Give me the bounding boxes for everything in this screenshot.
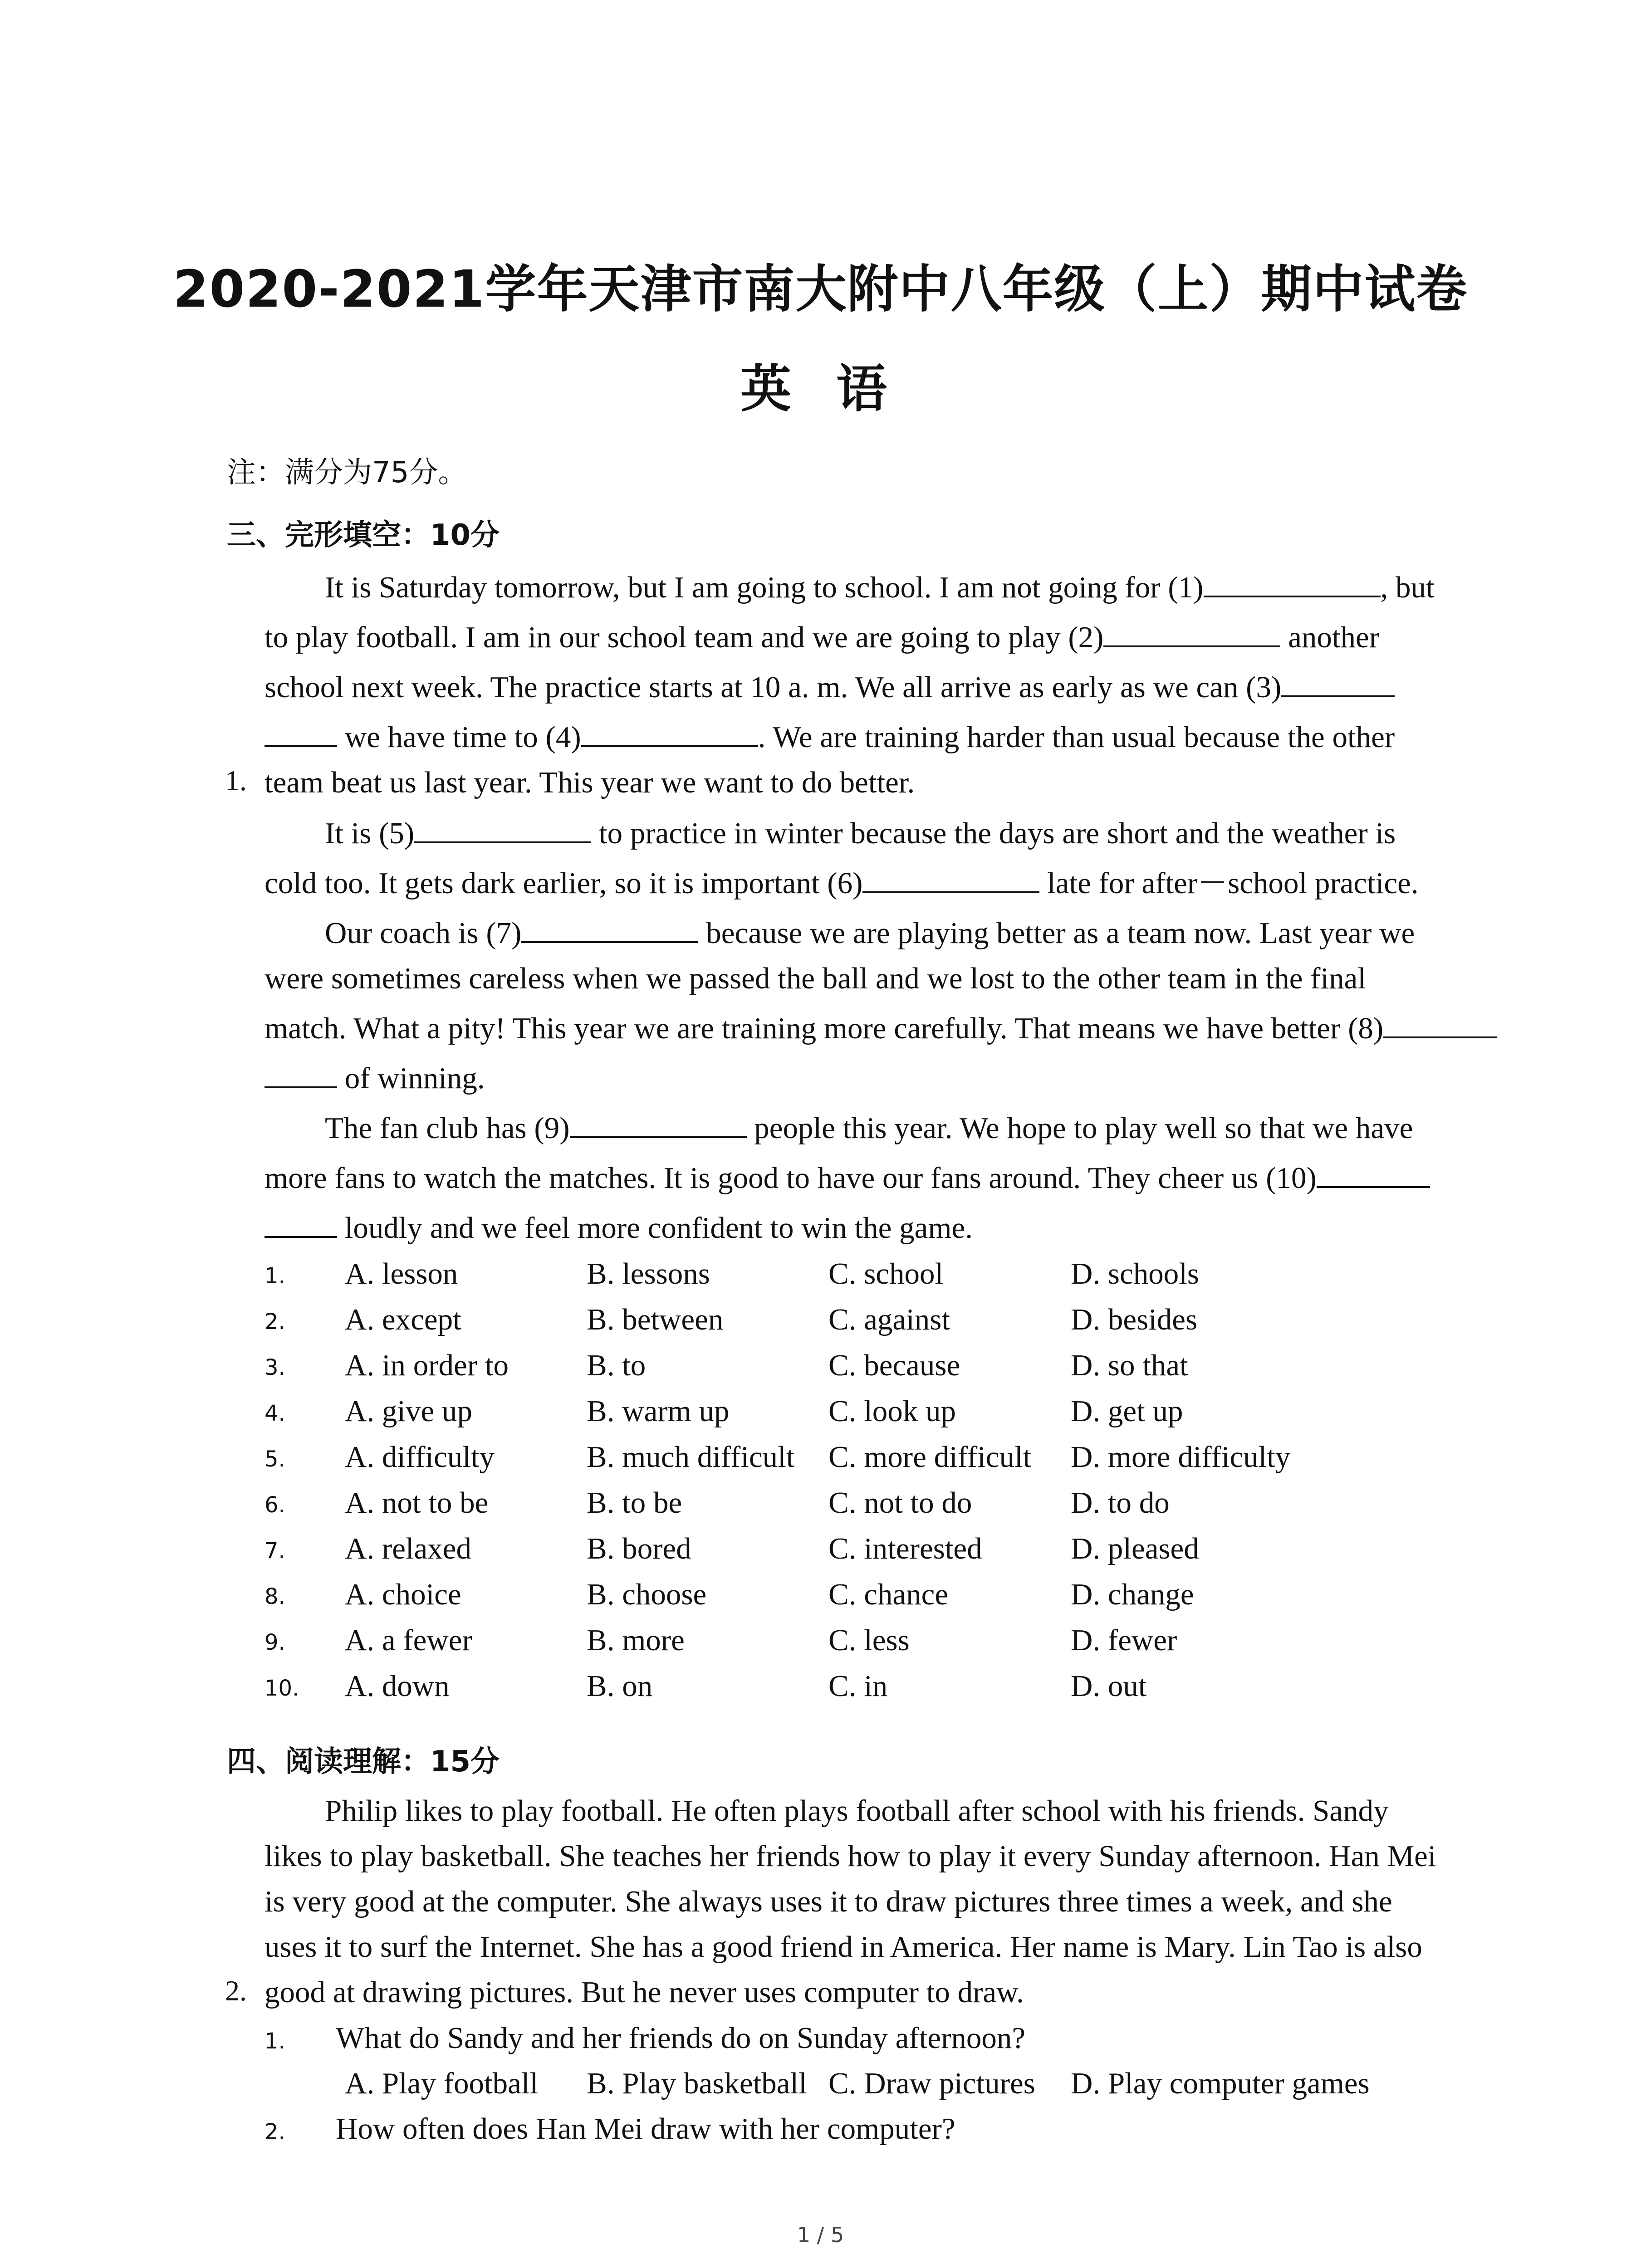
- option-b[interactable]: B. much difficult: [587, 1440, 795, 1474]
- passage-line: of winning.: [265, 1060, 485, 1096]
- passage-line: It is Saturday tomorrow, but I am going to school. I am not going for (1) , but: [325, 569, 1435, 606]
- passage-line: Our coach is (7) because we are playing better as a team now. Last year we: [325, 915, 1415, 951]
- option-c[interactable]: C. against: [828, 1303, 950, 1336]
- option-b[interactable]: B. choose: [587, 1578, 707, 1611]
- passage-line: uses it to surf the Internet. She has a good friend in America. Her name is Mary. Lin Tao is also: [265, 1930, 1422, 1964]
- answer-blank: [414, 815, 591, 843]
- answer-blank: [1383, 1010, 1497, 1038]
- option-d[interactable]: D. schools: [1071, 1257, 1199, 1290]
- option-d[interactable]: D. so that: [1071, 1349, 1188, 1382]
- option-d[interactable]: D. out: [1071, 1669, 1147, 1703]
- option-a[interactable]: A. in order to: [345, 1349, 509, 1382]
- option-a[interactable]: A. give up: [345, 1394, 472, 1428]
- question-number: 2.: [265, 1309, 285, 1334]
- option-d[interactable]: D. change: [1071, 1578, 1194, 1611]
- reading-question-number: 2.: [225, 1975, 247, 2007]
- question-number: 1.: [265, 2028, 285, 2054]
- option-c[interactable]: C. not to do: [828, 1486, 972, 1520]
- option-c[interactable]: C. in: [828, 1669, 888, 1703]
- option-a[interactable]: A. relaxed: [345, 1532, 472, 1565]
- option-b[interactable]: B. warm up: [587, 1394, 730, 1428]
- option-b[interactable]: B. to: [587, 1349, 646, 1382]
- option-a[interactable]: A. lesson: [345, 1257, 458, 1290]
- answer-blank: [265, 1210, 337, 1238]
- option-d[interactable]: D. Play computer games: [1071, 2067, 1370, 2100]
- option-d[interactable]: D. get up: [1071, 1394, 1183, 1428]
- option-b[interactable]: B. Play basketball: [587, 2067, 807, 2100]
- answer-blank: [265, 1060, 337, 1088]
- question-number: 3.: [265, 1355, 285, 1380]
- passage-line: more fans to watch the matches. It is good to have our fans around. They cheer us (10): [265, 1160, 1430, 1196]
- option-b[interactable]: B. lessons: [587, 1257, 710, 1290]
- option-a[interactable]: A. down: [345, 1669, 450, 1703]
- question-number: 1.: [265, 1263, 285, 1289]
- answer-blank: [521, 915, 698, 943]
- passage-line: team beat us last year. This year we want to do better.: [265, 766, 915, 799]
- option-c[interactable]: C. less: [828, 1623, 910, 1657]
- answer-blank: [862, 865, 1039, 893]
- question-number: 9.: [265, 1630, 285, 1655]
- option-c[interactable]: C. look up: [828, 1394, 956, 1428]
- option-d[interactable]: D. fewer: [1071, 1623, 1177, 1657]
- answer-blank: [1103, 619, 1280, 647]
- question-number: 10.: [265, 1676, 299, 1701]
- option-b[interactable]: B. bored: [587, 1532, 691, 1565]
- option-b[interactable]: B. more: [587, 1623, 685, 1657]
- exam-title: 2020-2021学年天津市南大附中八年级（上）期中试卷: [173, 260, 1468, 319]
- option-c[interactable]: C. chance: [828, 1578, 949, 1611]
- passage-line: It is (5) to practice in winter because the days are short and the weather is: [325, 815, 1396, 851]
- option-d[interactable]: D. to do: [1071, 1486, 1170, 1520]
- option-b[interactable]: B. to be: [587, 1486, 682, 1520]
- cloze-section-heading: 三、完形填空：10分: [227, 518, 500, 552]
- question-number: 2.: [265, 2119, 285, 2145]
- passage-line: is very good at the computer. She always uses it to draw pictures three times a week, and she: [265, 1885, 1392, 1918]
- question-number: 7.: [265, 1538, 285, 1564]
- question-text: What do Sandy and her friends do on Sunday afternoon?: [336, 2021, 1026, 2055]
- question-number: 6.: [265, 1492, 285, 1518]
- option-a[interactable]: A. difficulty: [345, 1440, 495, 1474]
- option-a[interactable]: A. a fewer: [345, 1623, 472, 1657]
- passage-line: were sometimes careless when we passed the ball and we lost to the other team in the final: [265, 962, 1366, 995]
- option-c[interactable]: C. Draw pictures: [828, 2067, 1035, 2100]
- option-c[interactable]: C. because: [828, 1349, 960, 1382]
- answer-blank: [581, 719, 758, 747]
- passage-line: match. What a pity! This year we are training more carefully. That means we have better (8): [265, 1010, 1497, 1046]
- option-a[interactable]: A. not to be: [345, 1486, 489, 1520]
- option-c[interactable]: C. more difficult: [828, 1440, 1032, 1474]
- question-number: 8.: [265, 1584, 285, 1609]
- cloze-question-number: 1.: [225, 764, 247, 797]
- exam-subject: 英 语: [740, 360, 901, 419]
- passage-line: The fan club has (9) people this year. We hope to play well so that we have: [325, 1110, 1413, 1146]
- score-note: 注：满分为75分。: [227, 456, 467, 489]
- answer-blank: [1281, 669, 1395, 697]
- option-a[interactable]: A. Play football: [345, 2067, 539, 2100]
- option-b[interactable]: B. between: [587, 1303, 724, 1336]
- option-d[interactable]: D. pleased: [1071, 1532, 1199, 1565]
- question-number: 4.: [265, 1401, 285, 1426]
- passage-line: Philip likes to play football. He often plays football after school with his friends. Sandy: [325, 1794, 1389, 1828]
- question-text: How often does Han Mei draw with her computer?: [336, 2112, 955, 2146]
- option-a[interactable]: A. except: [345, 1303, 461, 1336]
- page-indicator: 1 / 5: [797, 2223, 844, 2247]
- option-d[interactable]: D. more difficulty: [1071, 1440, 1291, 1474]
- passage-line: likes to play basketball. She teaches her friends how to play it every Sunday afternoon. Han Mei: [265, 1839, 1436, 1873]
- option-b[interactable]: B. on: [587, 1669, 653, 1703]
- option-d[interactable]: D. besides: [1071, 1303, 1198, 1336]
- passage-line: to play football. I am in our school team and we are going to play (2) another: [265, 619, 1379, 655]
- answer-blank: [1204, 569, 1381, 597]
- passage-line: good at drawing pictures. But he never uses computer to draw.: [265, 1975, 1024, 2009]
- passage-line: loudly and we feel more confident to win the game.: [265, 1210, 973, 1246]
- answer-blank: [265, 719, 337, 747]
- answer-blank: [1317, 1160, 1430, 1188]
- option-a[interactable]: A. choice: [345, 1578, 461, 1611]
- answer-blank: [570, 1110, 747, 1138]
- passage-line: cold too. It gets dark earlier, so it is important (6) late for after－school practice.: [265, 865, 1419, 901]
- reading-section-heading: 四、阅读理解：15分: [227, 1745, 500, 1779]
- option-c[interactable]: C. school: [828, 1257, 944, 1290]
- option-c[interactable]: C. interested: [828, 1532, 982, 1565]
- passage-line: we have time to (4) . We are training harder than usual because the other: [265, 719, 1395, 755]
- passage-line: school next week. The practice starts at 10 a. m. We all arrive as early as we can (3): [265, 669, 1395, 705]
- question-number: 5.: [265, 1447, 285, 1472]
